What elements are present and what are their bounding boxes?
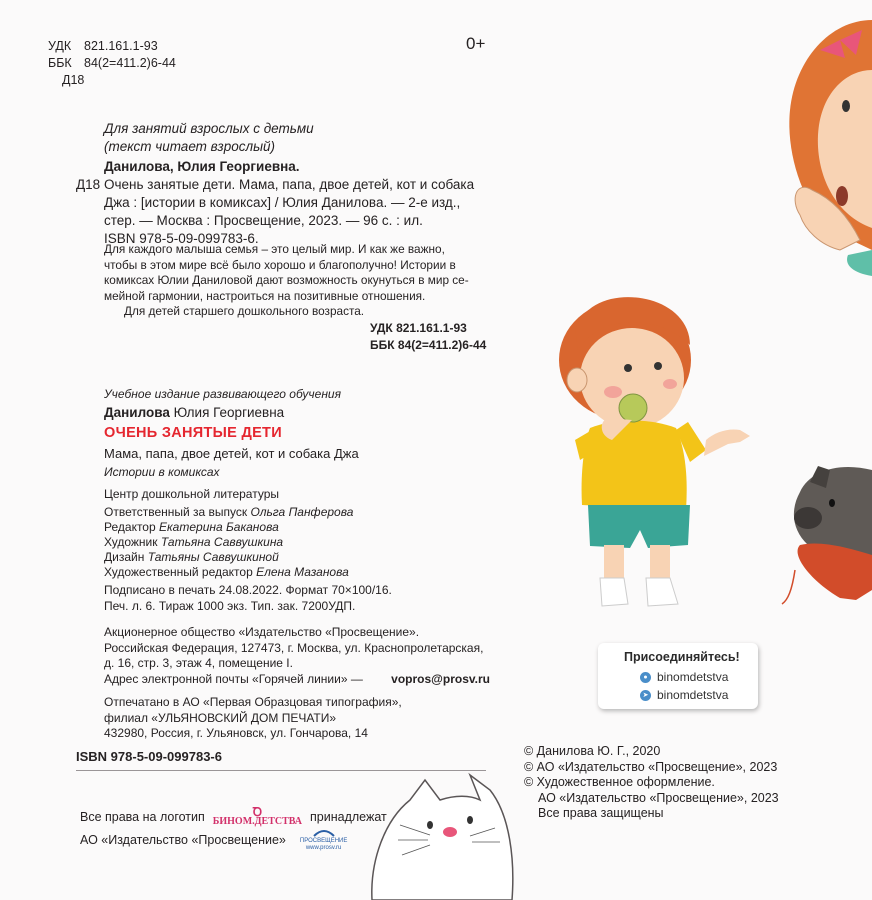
divider <box>76 770 486 771</box>
publisher-info <box>104 625 483 672</box>
printing-line: Отпечатано в АО «Первая Образцовая типография», <box>104 695 402 709</box>
annotation-line: (текст читает взрослый) <box>104 139 276 154</box>
printing-line: филиал «УЛЬЯНОВСКИЙ ДОМ ПЕЧАТИ» <box>104 710 337 725</box>
staff-row <box>104 550 353 565</box>
printing-line: 432980, Россия, г. Ульяновск, ул. Гончарова, 14 <box>104 726 368 740</box>
logo-rights-text: Все права на логотип <box>80 810 205 824</box>
social-account: binomdetstva <box>657 670 729 684</box>
social-link-vk[interactable] <box>640 670 728 684</box>
bbk-label: ББК <box>48 56 72 70</box>
book-subtitle: Мама, папа, двое детей, кот и собака Джа <box>104 446 359 461</box>
staff-row <box>104 505 353 520</box>
staff-role: Художник <box>104 535 158 549</box>
staff-row <box>104 535 353 550</box>
publisher-line: Российская Федерация, 127473, г. Москва, ул. Краснопролетарская, <box>104 640 484 655</box>
udk-right-line: УДК 821.161.1-93 <box>370 321 467 335</box>
age-note: Для детей старшего дошкольного возраста. <box>124 304 365 318</box>
bibliographic-record <box>76 158 488 248</box>
prosveshchenie-logo <box>300 828 347 852</box>
prosv-logo-text: ПРОСВЕЩЕНИЕ <box>299 838 348 844</box>
author-name <box>104 405 284 420</box>
copyright-line: © Данилова Ю. Г., 2020 <box>524 744 661 758</box>
author-surname: Данилова <box>104 405 170 420</box>
email-label: Адрес электронной почты «Горячей линии» — <box>104 672 363 686</box>
copyright-line: Все права защищены <box>538 806 664 820</box>
logo-rights-owner: АО «Издательство «Просвещение» <box>80 833 286 847</box>
print-line: Печ. л. 6. Тираж 1000 экз. Тип. зак. 7200УДП. <box>104 598 356 613</box>
vk-icon: ● <box>640 672 651 683</box>
staff-name: Елена Мазанова <box>256 565 349 579</box>
udk-value: 821.161.1-93 <box>84 39 158 53</box>
staff-role: Дизайн <box>104 550 145 564</box>
binom-detstva-logo <box>213 807 302 827</box>
staff-name: Екатерина Баканова <box>159 520 279 534</box>
biblio-line: стер. — Москва : Просвещение, 2023. — 96 с. : ил. <box>104 213 423 228</box>
staff-list <box>104 505 353 580</box>
biblio-code: Д18 <box>76 177 101 192</box>
binom-icon: Ꝺ <box>252 805 263 819</box>
staff-name: Татьяна Саввушкина <box>160 535 284 549</box>
prosv-url: www.prosv.ru <box>305 845 342 851</box>
udk-label: УДК <box>48 39 72 53</box>
prosv-mark-icon <box>312 828 336 837</box>
dog-illustration <box>782 466 872 604</box>
staff-name: Татьяны Саввушкиной <box>147 550 279 564</box>
biblio-line: Джа : [истории в комиксах] / Юлия Данилова. — 2-е изд., <box>104 195 461 210</box>
staff-name: Ольга Панферова <box>250 505 354 519</box>
girl-illustration <box>789 20 872 276</box>
annotation <box>104 120 474 156</box>
publishing-center: Центр дошкольной литературы <box>104 487 279 501</box>
email-address[interactable]: vopros@prosv.ru <box>391 672 490 686</box>
biblio-line: Очень занятые дети. Мама, папа, двое детей, кот и собака <box>104 177 475 192</box>
copyright-line: © Художественное оформление. <box>524 775 715 789</box>
biblio-author: Данилова, Юлия Георгиевна. <box>104 159 300 174</box>
copyright-block <box>524 744 779 822</box>
udk-block <box>48 38 176 89</box>
copyright-line: © АО «Издательство «Просвещение», 2023 <box>524 759 778 774</box>
telegram-icon: ➤ <box>640 690 651 701</box>
description-line: Для каждого малыша семья – это целый мир. И как же важно, <box>104 242 445 256</box>
description-line: комиксах Юлии Даниловой дают возможность окунуться в мир се- <box>104 273 469 287</box>
staff-row <box>104 565 353 580</box>
join-title: Присоединяйтесь! <box>624 650 740 664</box>
logo-rights-text: принадлежат <box>310 810 387 824</box>
udk-right-block <box>370 320 486 354</box>
bbk-value: 84(2=411.2)6-44 <box>84 56 176 70</box>
cat-illustration <box>372 775 513 900</box>
edition-type: Учебное издание развивающего обучения <box>104 387 342 401</box>
udk-right-line: ББК 84(2=411.2)6-44 <box>370 338 487 352</box>
author-given-names: Юлия Георгиевна <box>173 405 285 420</box>
book-description <box>104 242 486 320</box>
isbn: ISBN 978-5-09-099783-6 <box>76 749 222 764</box>
printing-house <box>104 695 402 742</box>
hotline-email <box>104 672 490 686</box>
biblio-isbn: ISBN 978-5-09-099783-6. <box>104 231 259 246</box>
publisher-line: Акционерное общество «Издательство «Просвещение». <box>104 625 420 639</box>
print-line: Подписано в печать 24.08.2022. Формат 70×100/16. <box>104 583 392 597</box>
author-code: Д18 <box>62 73 85 87</box>
staff-row <box>104 520 353 535</box>
publisher-line: д. 16, стр. 3, этаж 4, помещение I. <box>104 656 293 670</box>
staff-role: Ответственный за выпуск <box>104 505 248 519</box>
annotation-line: Для занятий взрослых с детьми <box>104 121 314 136</box>
print-info <box>104 583 392 614</box>
description-line: мейной гармонии, настроиться на позитивные отношения. <box>104 288 426 303</box>
logo-rights <box>80 806 387 852</box>
social-link-telegram[interactable] <box>640 688 728 702</box>
staff-role: Художественный редактор <box>104 565 253 579</box>
copyright-line: АО «Издательство «Просвещение», 2023 <box>538 790 779 805</box>
description-line: чтобы в этом мире всё было хорошо и благополучно! Истории в <box>104 257 456 272</box>
book-title: ОЧЕНЬ ЗАНЯТЫЕ ДЕТИ <box>104 425 282 441</box>
genre: Истории в комиксах <box>104 465 220 479</box>
binom-logo-text: БИНОМ.ДЕТСТВА <box>212 816 303 827</box>
staff-role: Редактор <box>104 520 156 534</box>
boy-illustration <box>559 297 750 606</box>
age-rating: 0+ <box>466 34 486 53</box>
social-account: binomdetstva <box>657 688 729 702</box>
